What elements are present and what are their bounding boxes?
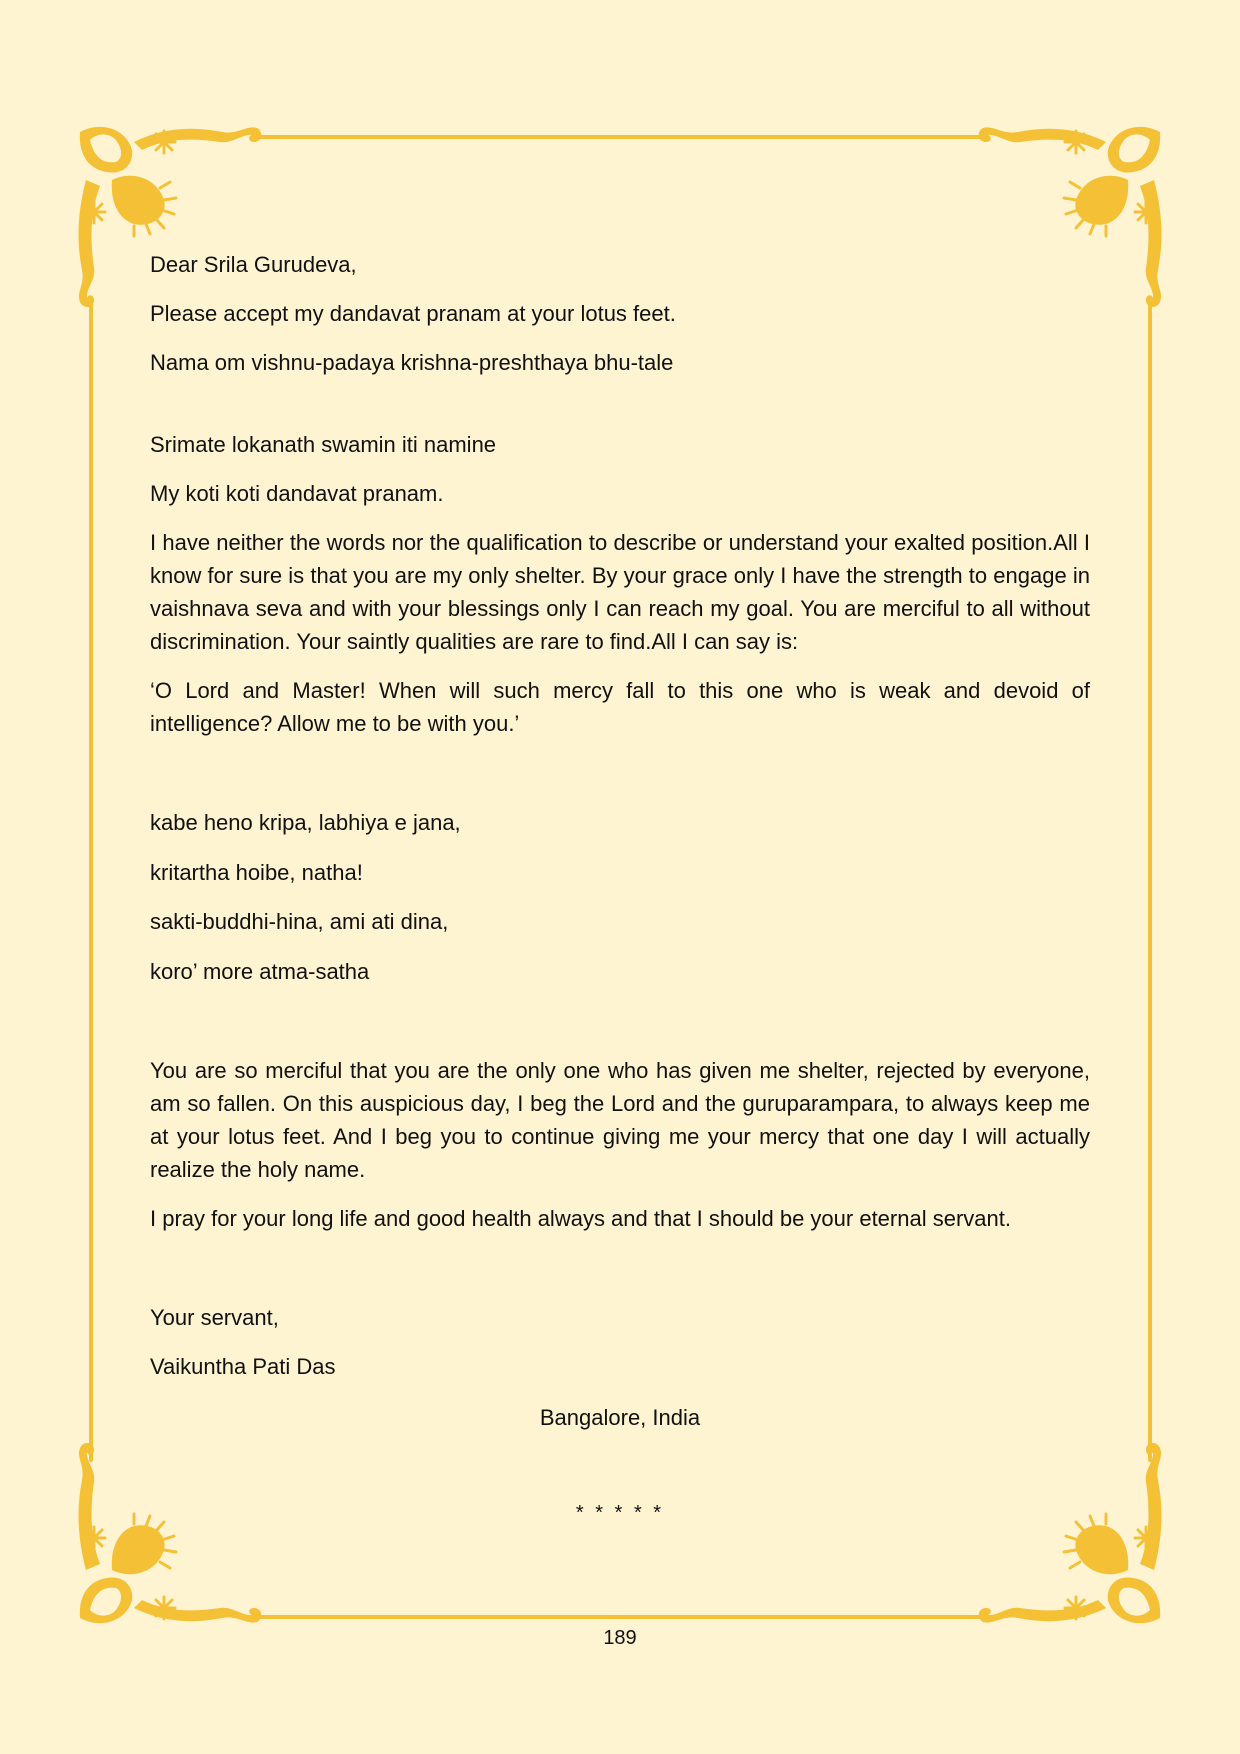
border-line-left — [89, 296, 93, 1462]
verse-line: koro’ more atma-satha — [150, 958, 370, 984]
paragraph-2: You are so merciful that you are the only one who has given me shelter, rejected by everyone, am so fallen. On this auspicious day, I beg the Lord and the guruparampara, to always keep me at your lotus feet. And I beg you to continue giving me your mercy that one day I will actually realize the holy name. — [150, 1058, 1090, 1182]
border-line-bottom — [257, 1615, 983, 1619]
signature: Vaikuntha Pati Das — [150, 1354, 336, 1379]
verse-line: kabe heno kripa, labhiya e jana, — [150, 810, 461, 835]
koti-pranam: My koti koti dandavat pranam. — [150, 481, 444, 506]
pranam-mantra-line-2: Srimate lokanath swamin iti namine — [150, 432, 497, 457]
closing: Your servant, — [150, 1305, 279, 1330]
pranam-mantra-line-1: Nama om vishnu-padaya krishna-preshthaya bhu-tale — [150, 350, 674, 375]
verse — [150, 806, 1090, 988]
salutation: Dear Srila Gurudeva, — [150, 252, 357, 277]
quote: ‘O Lord and Master! When will such mercy fall to this one who is weak and devoid of intelligence? Allow me to be with you.’ — [150, 678, 1090, 736]
verse-line: sakti-buddhi-hina, ami ati dina, — [150, 909, 449, 934]
section-separator: * * * * * — [575, 1502, 665, 1524]
location: Bangalore, India — [539, 1405, 701, 1430]
border-line-top — [257, 135, 983, 139]
greeting: Please accept my dandavat pranam at your lotus feet. — [150, 301, 676, 326]
border-line-right — [1148, 296, 1152, 1462]
paragraph-1: I have neither the words nor the qualification to describe or understand your exalted position.All I know for sure is that you are my only shelter. By your grace only I have the strength to engage in vaishnava seva and with your blessings only I can reach my goal. You are merciful to all without discrimination. Your saintly qualities are rare to find.All I can say is: — [150, 530, 1090, 654]
paragraph-3: I pray for your long life and good health always and that I should be your eternal servant. — [150, 1206, 1011, 1231]
floral-corner-ornament-icon — [72, 1440, 272, 1630]
verse-line: kritartha hoibe, natha! — [150, 859, 363, 885]
page-number: 189 — [603, 1627, 637, 1649]
letter-body — [150, 248, 1090, 1399]
floral-corner-ornament-icon — [968, 1440, 1168, 1630]
